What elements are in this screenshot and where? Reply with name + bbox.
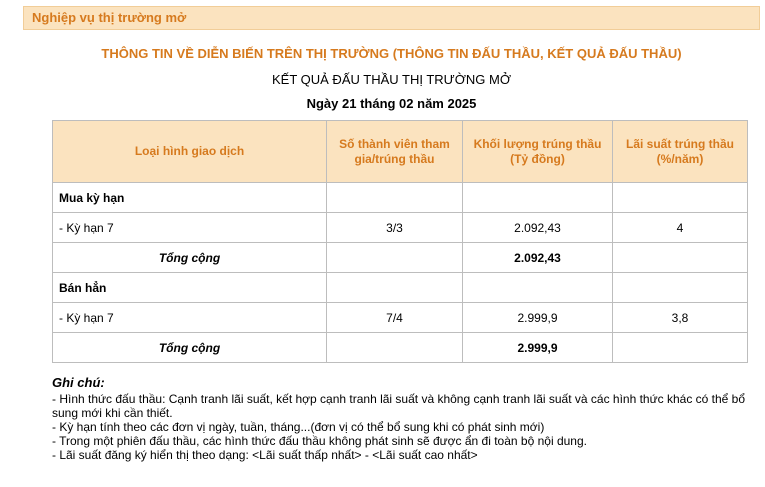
total-label: Tổng cộng (53, 333, 327, 363)
note-line: - Trong một phiên đấu thầu, các hình thức đấu thầu không phát sinh sẽ được ẩn đi toàn bộ nội dung. (52, 434, 587, 448)
total-row (53, 243, 748, 273)
empty-cell (463, 183, 613, 213)
total-volume: 2.999,9 (463, 333, 613, 363)
empty-cell (327, 273, 463, 303)
total-row (53, 333, 748, 363)
note-line: - Kỳ hạn tính theo các đơn vị ngày, tuần, tháng...(đơn vị có thể bổ sung khi có phát sinh mới) (52, 420, 545, 434)
report-date: Ngày 21 tháng 02 năm 2025 (306, 96, 477, 111)
volume-cell: 2.092,43 (463, 213, 613, 243)
page-title: THÔNG TIN VỀ DIỄN BIẾN TRÊN THỊ TRƯỜNG (THÔNG TIN ĐẤU THẦU, KẾT QUẢ ĐẤU THẦU) (101, 46, 682, 61)
empty-cell (327, 243, 463, 273)
empty-cell (327, 333, 463, 363)
empty-cell (613, 273, 748, 303)
empty-cell (613, 243, 748, 273)
empty-cell (613, 183, 748, 213)
group-row-sell (53, 273, 748, 303)
header-members: Số thành viên tham gia/trúng thầu (327, 121, 463, 183)
notes-section (52, 376, 752, 462)
header-volume: Khối lượng trúng thầu (Tỷ đồng) (463, 121, 613, 183)
empty-cell (463, 273, 613, 303)
volume-cell: 2.999,9 (463, 303, 613, 333)
term-cell: - Kỳ hạn 7 (53, 213, 327, 243)
table-row (53, 213, 748, 243)
group-row-buy (53, 183, 748, 213)
members-cell: 3/3 (327, 213, 463, 243)
section-header: Nghiệp vụ thị trường mở (23, 6, 760, 30)
total-label: Tổng cộng (53, 243, 327, 273)
header-transaction-type: Loại hình giao dịch (53, 121, 327, 183)
page-subtitle: KẾT QUẢ ĐẤU THẦU THỊ TRƯỜNG MỞ (271, 72, 511, 87)
members-cell: 7/4 (327, 303, 463, 333)
empty-cell (613, 333, 748, 363)
notes-title: Ghi chú: (52, 375, 105, 390)
group-name: Mua kỳ hạn (53, 183, 327, 213)
term-cell: - Kỳ hạn 7 (53, 303, 327, 333)
table-row (53, 303, 748, 333)
rate-cell: 4 (613, 213, 748, 243)
note-line: - Lãi suất đăng ký hiển thị theo dạng: <Lãi suất thấp nhất> - <Lãi suất cao nhất> (52, 448, 478, 462)
header-rate: Lãi suất trúng thầu (%/năm) (613, 121, 748, 183)
table-header-row (53, 121, 748, 183)
group-name: Bán hẳn (53, 273, 327, 303)
empty-cell (327, 183, 463, 213)
note-line: - Hình thức đấu thầu: Cạnh tranh lãi suất, kết hợp cạnh tranh lãi suất và không cạnh tranh lãi suất và các hình thức khác có thể bổ sung mới khi cần thiết. (52, 392, 749, 420)
total-volume: 2.092,43 (463, 243, 613, 273)
rate-cell: 3,8 (613, 303, 748, 333)
auction-results-table (52, 120, 748, 363)
